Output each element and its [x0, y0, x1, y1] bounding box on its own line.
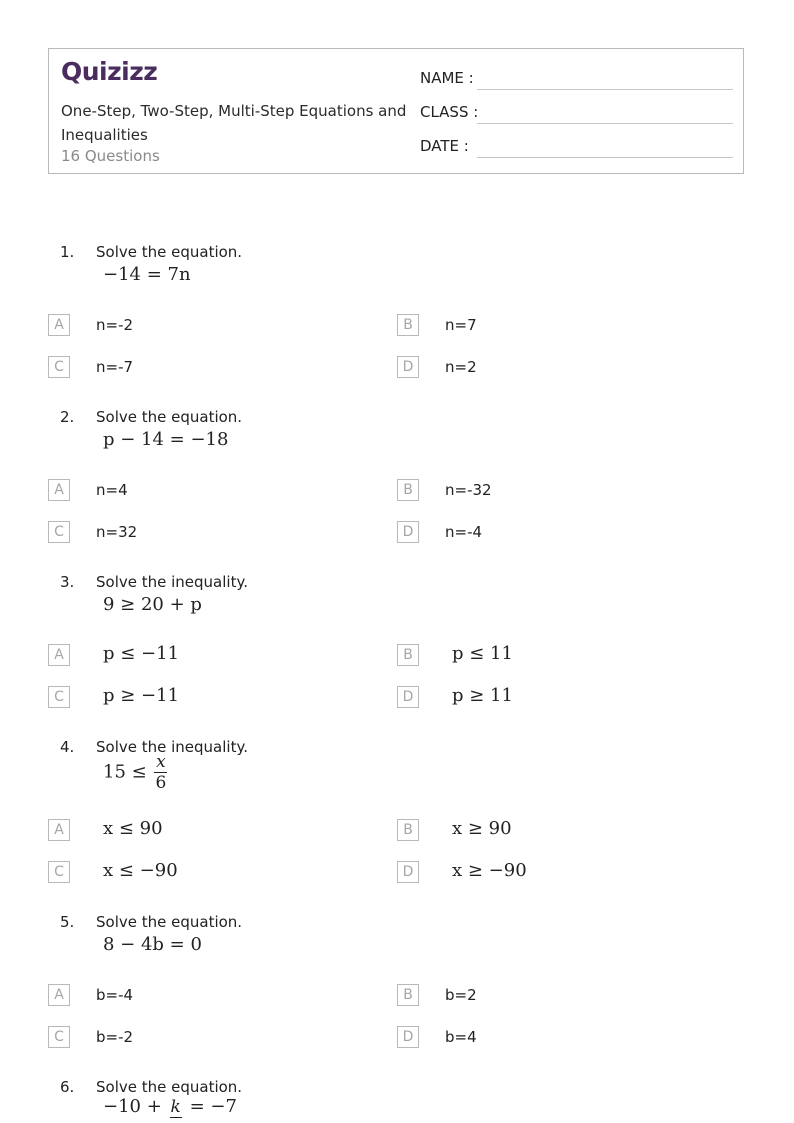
expression-lhs: 15 ≤: [103, 761, 147, 783]
question-expression: [103, 752, 169, 793]
option-letter: C: [48, 521, 70, 543]
date-label: DATE :: [420, 137, 469, 155]
option-letter: D: [397, 686, 419, 708]
option-b[interactable]: [397, 984, 737, 1008]
option-expression: x ≥ −90: [452, 860, 527, 881]
option-a[interactable]: [48, 819, 388, 843]
question-expression: p − 14 = −18: [103, 429, 229, 450]
question-number: 2.: [60, 408, 75, 426]
fraction: [170, 1097, 182, 1118]
option-expression: p ≤ 11: [452, 643, 513, 664]
question-number: 6.: [60, 1078, 75, 1096]
option-d[interactable]: [397, 521, 737, 545]
option-d[interactable]: [397, 356, 737, 380]
question-number: 1.: [60, 243, 75, 261]
fraction-numerator: k: [170, 1096, 181, 1117]
option-letter: C: [48, 356, 70, 378]
class-line: [477, 123, 733, 124]
option-c[interactable]: [48, 686, 388, 710]
option-b[interactable]: [397, 479, 737, 503]
option-text: n=-32: [445, 481, 492, 499]
option-c[interactable]: [48, 861, 388, 885]
option-a[interactable]: [48, 644, 388, 668]
option-letter: D: [397, 861, 419, 883]
option-letter: C: [48, 686, 70, 708]
question-prompt: Solve the equation.: [96, 1078, 243, 1096]
option-text: n=2: [445, 358, 477, 376]
question-count: 16 Questions: [61, 147, 160, 165]
option-letter: A: [48, 314, 70, 336]
question-number: 4.: [60, 738, 75, 756]
option-text: n=-2: [96, 316, 134, 334]
question-prompt: Solve the equation.: [96, 243, 243, 261]
option-a[interactable]: [48, 314, 388, 338]
option-letter: A: [48, 984, 70, 1006]
date-line: [477, 157, 733, 158]
question-expression: −14 = 7n: [103, 264, 191, 285]
question-expression: [103, 1096, 237, 1118]
option-b[interactable]: [397, 644, 737, 668]
question-prompt: Solve the equation.: [96, 408, 243, 426]
option-b[interactable]: [397, 314, 737, 338]
option-text: b=2: [445, 986, 477, 1004]
option-letter: C: [48, 861, 70, 883]
option-letter: B: [397, 644, 419, 666]
option-d[interactable]: [397, 1026, 737, 1050]
question-expression: 8 − 4b = 0: [103, 934, 202, 955]
option-letter: B: [397, 479, 419, 501]
option-letter: D: [397, 356, 419, 378]
option-text: n=32: [96, 523, 138, 541]
option-text: n=-7: [96, 358, 134, 376]
option-text: n=4: [96, 481, 128, 499]
question-expression: 9 ≥ 20 + p: [103, 594, 202, 615]
question-number: 3.: [60, 573, 75, 591]
option-expression: x ≤ 90: [103, 818, 163, 839]
fraction-numerator: x: [156, 752, 166, 772]
expression-rhs: = −7: [189, 1096, 237, 1117]
option-expression: x ≤ −90: [103, 860, 178, 881]
fraction: [154, 752, 167, 793]
question-prompt: Solve the inequality.: [96, 738, 248, 756]
option-expression: p ≤ −11: [103, 643, 180, 664]
name-label: NAME :: [420, 69, 474, 87]
question-prompt: Solve the equation.: [96, 913, 243, 931]
option-text: n=-4: [445, 523, 483, 541]
worksheet-header: [48, 48, 744, 174]
option-letter: B: [397, 819, 419, 841]
option-b[interactable]: [397, 819, 737, 843]
option-letter: A: [48, 819, 70, 841]
option-d[interactable]: [397, 686, 737, 710]
option-letter: A: [48, 479, 70, 501]
expression-lhs: −10 +: [103, 1096, 162, 1117]
worksheet-title: One-Step, Two-Step, Multi-Step Equations and Inequalities: [61, 102, 407, 144]
fraction-denominator: 6: [155, 773, 167, 793]
option-letter: B: [397, 984, 419, 1006]
option-expression: p ≥ 11: [452, 685, 513, 706]
question-number: 5.: [60, 913, 75, 931]
class-label: CLASS :: [420, 103, 479, 121]
option-d[interactable]: [397, 861, 737, 885]
option-text: n=7: [445, 316, 477, 334]
option-text: b=-2: [96, 1028, 134, 1046]
option-text: b=4: [445, 1028, 477, 1046]
option-c[interactable]: [48, 1026, 388, 1050]
option-expression: x ≥ 90: [452, 818, 512, 839]
question-prompt: Solve the inequality.: [96, 573, 248, 591]
option-letter: D: [397, 1026, 419, 1048]
option-letter: B: [397, 314, 419, 336]
option-letter: C: [48, 1026, 70, 1048]
option-c[interactable]: [48, 356, 388, 380]
option-a[interactable]: [48, 984, 388, 1008]
option-letter: D: [397, 521, 419, 543]
option-a[interactable]: [48, 479, 388, 503]
option-text: b=-4: [96, 986, 134, 1004]
option-c[interactable]: [48, 521, 388, 545]
name-line: [477, 89, 733, 90]
quizizz-logo: Quizizz: [61, 57, 158, 86]
option-expression: p ≥ −11: [103, 685, 180, 706]
option-letter: A: [48, 644, 70, 666]
